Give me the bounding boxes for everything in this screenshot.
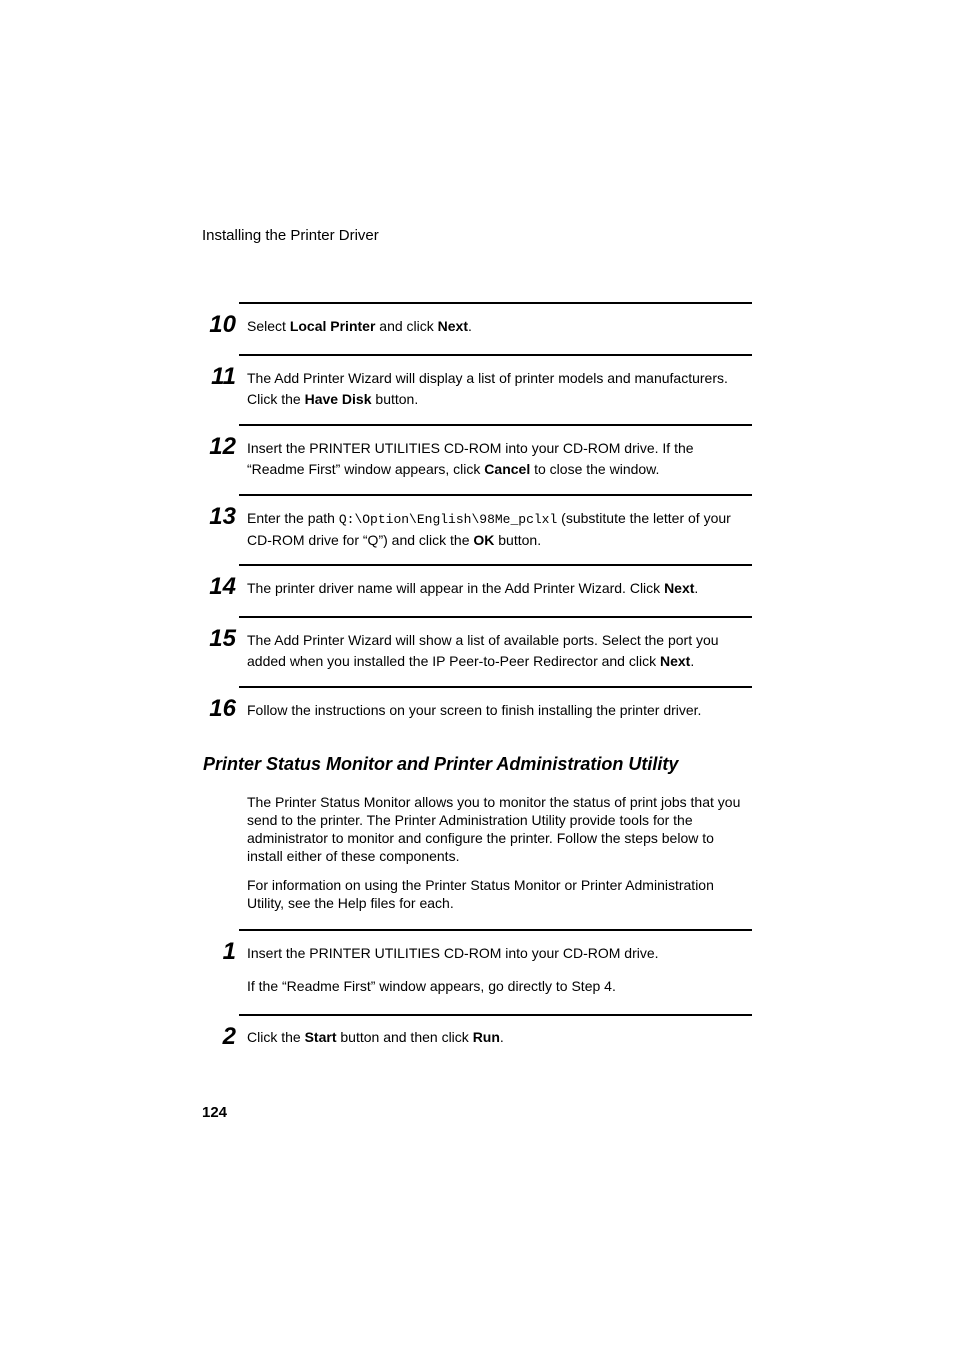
step-text: Click the Start button and then click Run.	[247, 1029, 504, 1045]
step-number: 11	[211, 363, 236, 390]
step-number: 12	[209, 433, 236, 460]
step-text: The Add Printer Wizard will show a list of available ports. Select the port you added when you installed the IP Peer-to-Peer Redirector and click Next.	[247, 632, 719, 669]
step-divider	[239, 494, 752, 496]
step-text: Follow the instructions on your screen to finish installing the printer driver.	[247, 702, 702, 718]
section-paragraph: For information on using the Printer Status Monitor or Printer Administration Utility, see the Help files for each.	[247, 877, 714, 911]
step-number: 16	[209, 695, 236, 722]
step-text: Enter the path Q:\Option\English\98Me_pclxl (substitute the letter of your CD-ROM drive for “Q”) and click the OK button.	[247, 510, 731, 548]
step-number: 15	[209, 625, 236, 652]
section-paragraph: The Printer Status Monitor allows you to monitor the status of print jobs that you send to the printer. The Printer Administration Utility provide tools for the administrator to monitor and configure the printer. Follow the steps below to install either of these components.	[247, 794, 741, 864]
step-divider	[239, 302, 752, 304]
section-title: Printer Status Monitor and Printer Administration Utility	[203, 754, 679, 774]
step-number: 14	[209, 573, 236, 600]
step-divider	[239, 686, 752, 688]
page-number: 124	[202, 1104, 228, 1121]
running-head: Installing the Printer Driver	[202, 227, 379, 244]
step-divider	[239, 1014, 752, 1016]
step-divider	[239, 616, 752, 618]
step-number: 13	[209, 503, 236, 530]
step-text: The printer driver name will appear in the Add Printer Wizard. Click Next.	[247, 580, 699, 596]
step-divider	[239, 354, 752, 356]
path-code: Q:\Option\English\98Me_pclxl	[338, 512, 558, 527]
step-divider	[239, 424, 752, 426]
step-number: 10	[209, 311, 236, 338]
step-divider	[239, 929, 752, 931]
step-text: Insert the PRINTER UTILITIES CD-ROM into your CD-ROM drive. If the “Readme First” window appears, click Cancel to close the window.	[247, 440, 694, 477]
step-note: If the “Readme First” window appears, go directly to Step 4.	[247, 978, 616, 994]
step-number: 1	[222, 938, 236, 965]
step-divider	[239, 564, 752, 566]
step-text: The Add Printer Wizard will display a list of printer models and manufacturers. Click the Have Disk button.	[247, 370, 728, 407]
step-text: Insert the PRINTER UTILITIES CD-ROM into your CD-ROM drive.	[247, 945, 659, 961]
step-number: 2	[222, 1023, 236, 1050]
step-text: Select Local Printer and click Next.	[247, 318, 472, 334]
